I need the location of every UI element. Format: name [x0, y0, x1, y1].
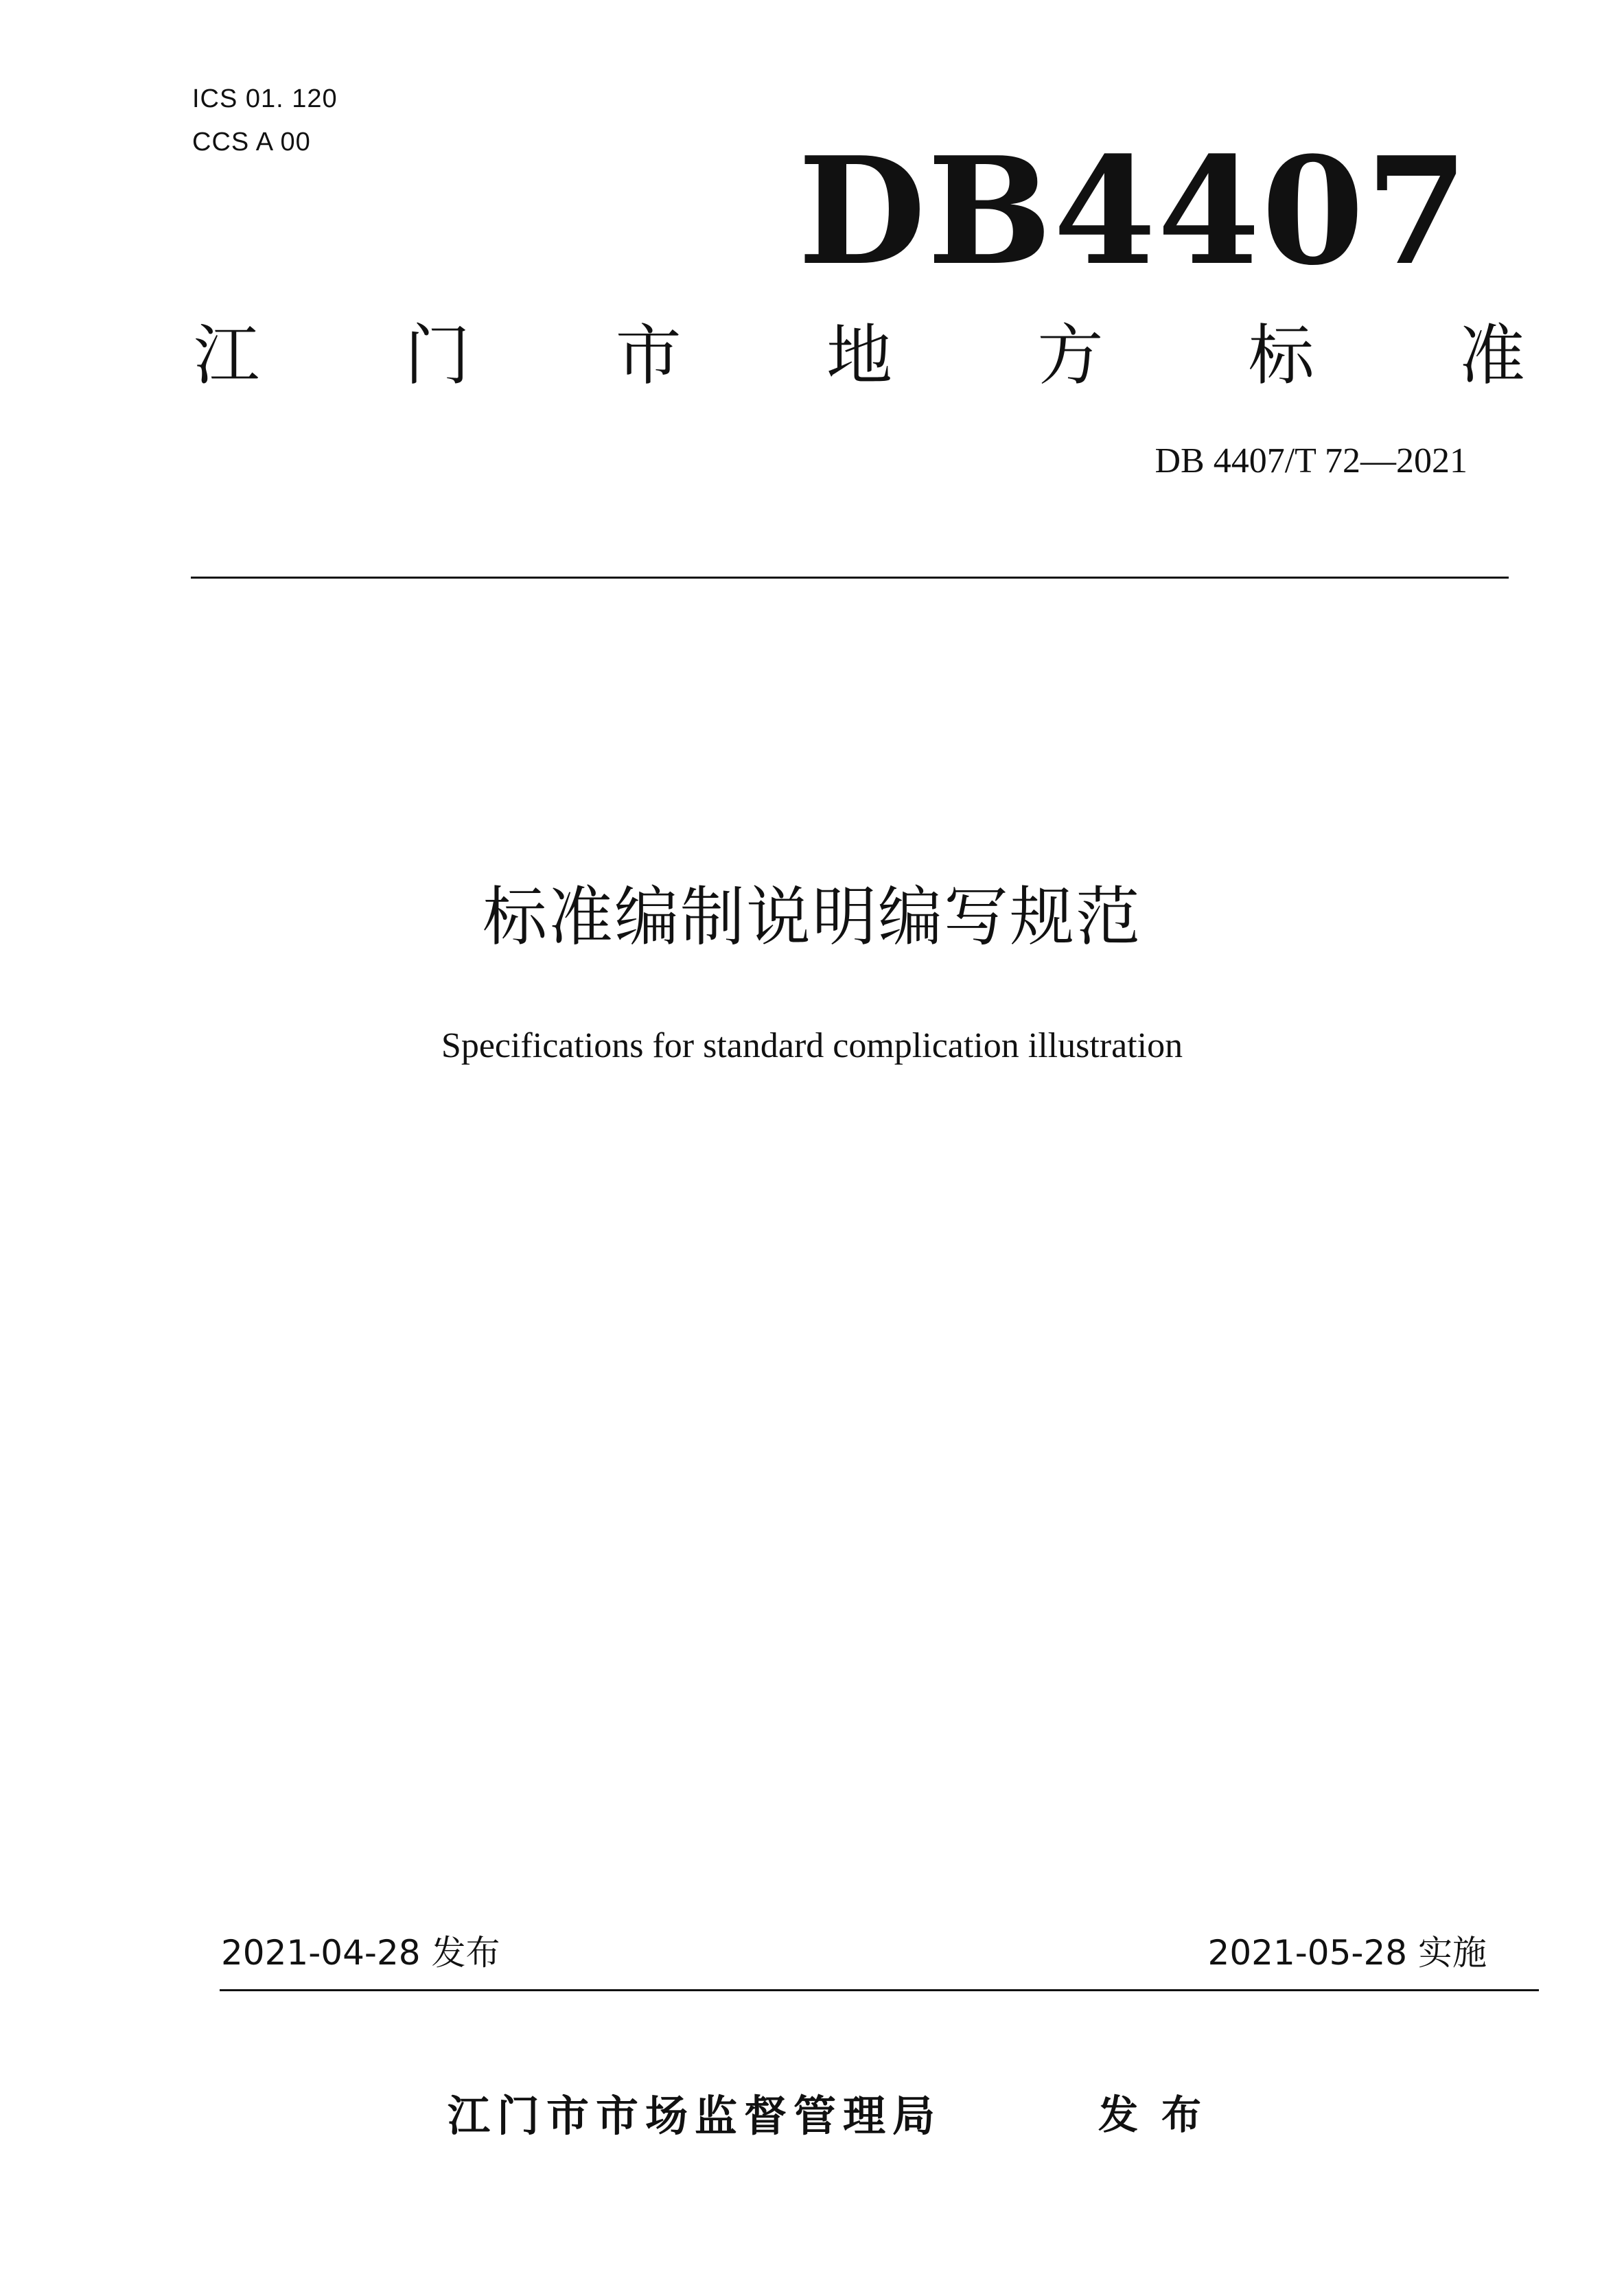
publish-label: 发布 [1098, 2091, 1225, 2138]
footer-divider [220, 1989, 1539, 1991]
standard-type-char: 门 [404, 317, 471, 394]
standard-type-char: 地 [826, 317, 892, 394]
document-title-chinese: 标准编制说明编写规范 [482, 880, 1141, 955]
standard-type-char: 准 [1459, 317, 1525, 394]
standard-type-char: 标 [1248, 317, 1314, 394]
standard-type-heading [194, 317, 1525, 394]
standard-number: DB 4407/T 72—2021 [1155, 441, 1468, 480]
standard-type-char: 方 [1037, 317, 1104, 394]
header-divider [191, 577, 1509, 579]
ccs-code: CCS A 00 [192, 128, 311, 156]
implementation-date: 2021-05-28 实施 [1207, 1933, 1487, 1973]
document-title-english: Specifications for standard complication illustration [441, 1026, 1183, 1065]
standard-type-char: 市 [615, 317, 682, 394]
publisher-name: 江门市市场监督管理局 [448, 2091, 942, 2141]
issue-date: 2021-04-28 发布 [221, 1933, 500, 1973]
ics-code: ICS 01. 120 [192, 84, 338, 113]
standard-type-char: 江 [194, 317, 259, 394]
standard-code: DB4407 [798, 124, 1470, 298]
